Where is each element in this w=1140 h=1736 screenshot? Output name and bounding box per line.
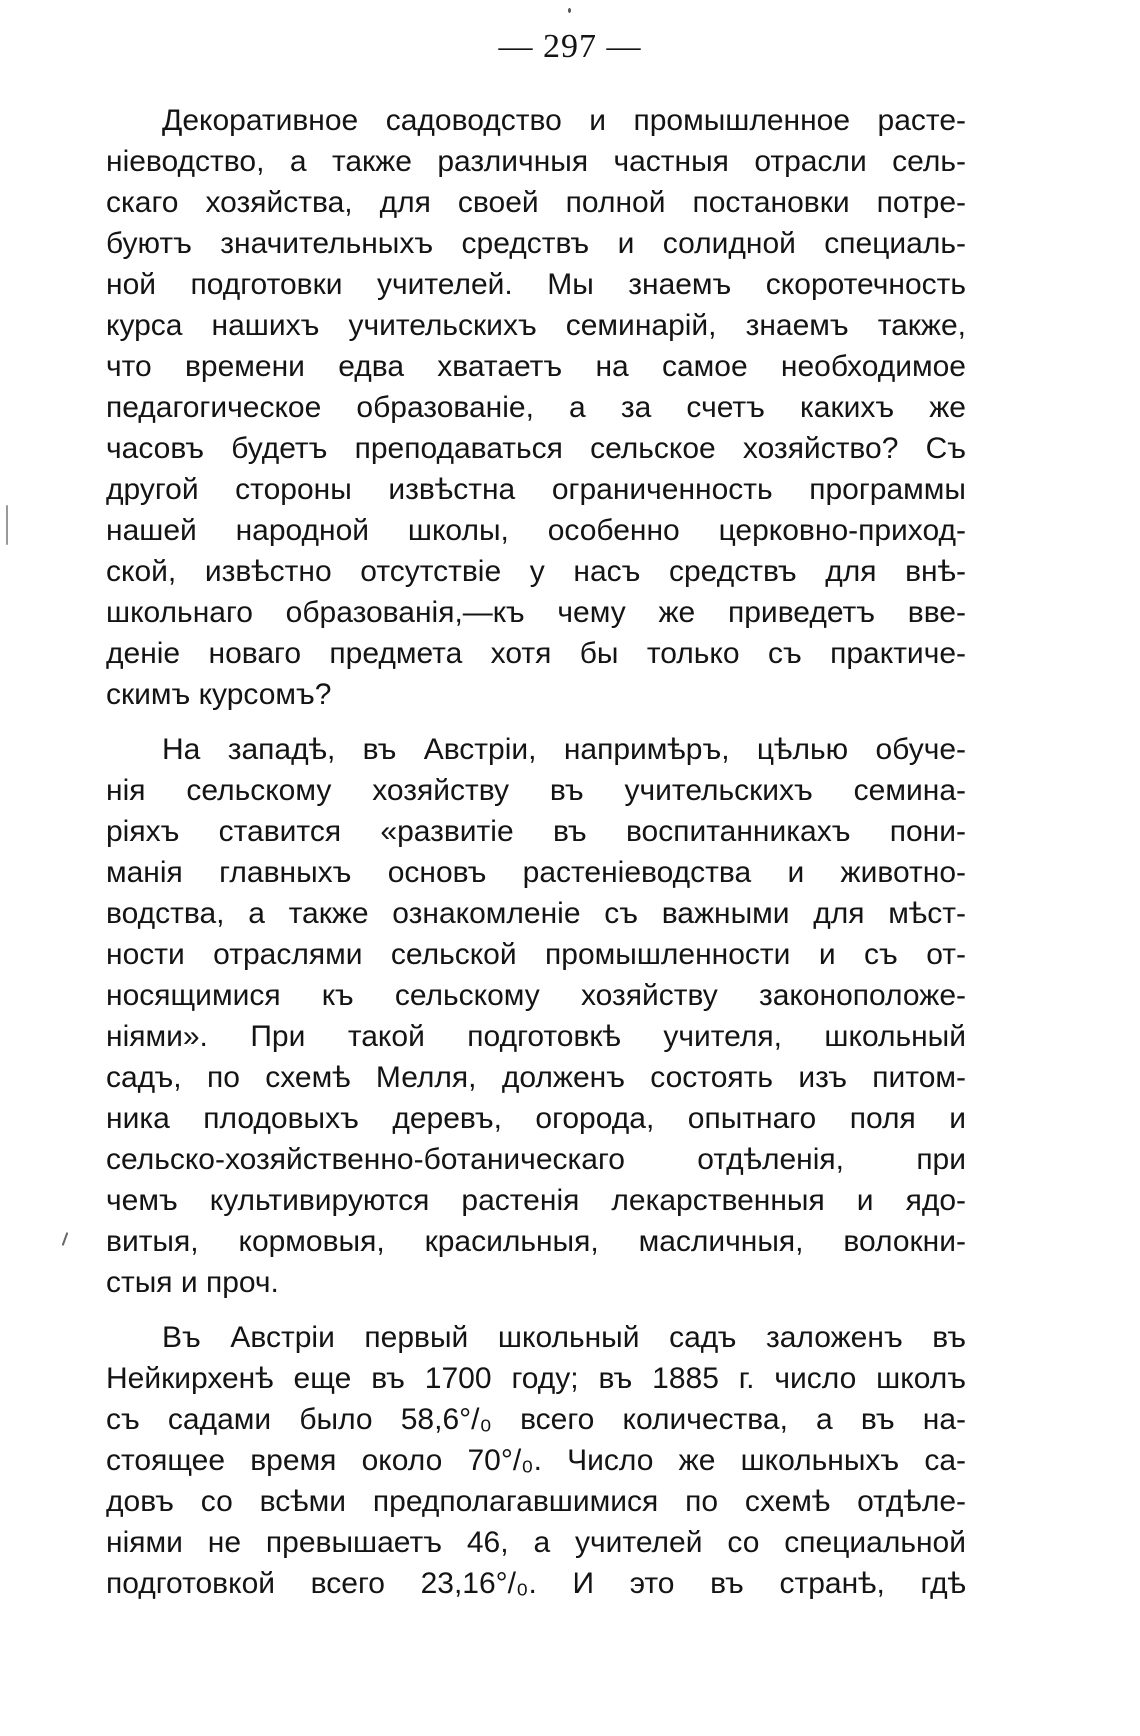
text-line: съ садами было 58,6°/₀ всего количества, а въ на-: [106, 1403, 966, 1436]
paragraph: [106, 729, 966, 1303]
text-line: ности отраслями сельской промышленности и съ от-: [106, 938, 966, 971]
paragraph: [106, 1317, 966, 1604]
text-line: скимъ курсомъ?: [106, 678, 332, 711]
body-text: [106, 100, 966, 1604]
text-line: нашей народной школы, особенно церковно-приход-: [106, 514, 966, 547]
text-line: часовъ будетъ преподаваться сельское хозяйство? Съ: [106, 432, 966, 465]
text-line: что времени едва хватаетъ на самое необходимое: [106, 350, 966, 383]
text-line: ской, извѣстно отсутствіе у насъ средствъ для внѣ-: [106, 555, 966, 588]
text-line: педагогическое образованіе, а за счетъ какихъ же: [106, 391, 966, 424]
text-line: витыя, кормовыя, красильныя, масличныя, волокни-: [106, 1225, 966, 1258]
text-line: школьнаго образованія,—къ чему же приведетъ вве-: [106, 596, 966, 629]
text-line: манія главныхъ основъ растеніеводства и животно-: [106, 856, 966, 889]
text-line: ніями не превышаетъ 46, а учителей со специальной: [106, 1526, 966, 1559]
text-line: ніеводство, а также различныя частныя отрасли сель-: [106, 145, 966, 178]
text-line: буютъ значительныхъ средствъ и солидной специаль-: [106, 227, 966, 260]
text-line: стыя и проч.: [106, 1266, 279, 1299]
text-line: ріяхъ ставится «развитіе въ воспитанникахъ пони-: [106, 815, 966, 848]
text-line: деніе новаго предмета хотя бы только съ практиче-: [106, 637, 966, 670]
scan-speck: [568, 8, 571, 13]
text-line: ной подготовки учителей. Мы знаемъ скоротечность: [106, 268, 966, 301]
text-line: скаго хозяйства, для своей полной постановки потре-: [106, 186, 966, 219]
text-line: Нейкирхенѣ еще въ 1700 году; въ 1885 г. число школъ: [106, 1362, 966, 1395]
text-line: ника плодовыхъ деревъ, огорода, опытнаго поля и: [106, 1102, 966, 1135]
scan-speck: [62, 1232, 69, 1246]
text-line: чемъ культивируются растенія лекарственныя и ядо-: [106, 1184, 966, 1217]
text-line: водства, а также ознакомленіе съ важными для мѣст-: [106, 897, 966, 930]
text-line: нія сельскому хозяйству въ учительскихъ семина-: [106, 774, 966, 807]
text-line: На западѣ, въ Австріи, напримѣръ, цѣлью обуче-: [162, 733, 966, 766]
text-line: сельско-хозяйственно-ботаническаго отдѣленія, при: [106, 1143, 966, 1176]
text-line: Декоративное садоводство и промышленное расте-: [162, 104, 966, 137]
text-line: курса нашихъ учительскихъ семинарій, знаемъ также,: [106, 309, 966, 342]
text-line: ніями». При такой подготовкѣ учителя, школьный: [106, 1020, 966, 1053]
text-line: другой стороны извѣстна ограниченность программы: [106, 473, 966, 506]
text-line: стоящее время около 70°/₀. Число же школьныхъ са-: [106, 1444, 966, 1477]
text-line: садъ, по схемѣ Мелля, долженъ состоять изъ питом-: [106, 1061, 966, 1094]
text-line: подготовкой всего 23,16°/₀. И это въ странѣ, гдѣ: [106, 1567, 966, 1600]
text-line: носящимися къ сельскому хозяйству законоположе-: [106, 979, 966, 1012]
text-line: Въ Австріи первый школьный садъ заложенъ въ: [162, 1321, 966, 1354]
page-number: — 297 —: [498, 28, 642, 65]
paragraph: [106, 100, 966, 715]
text-line: довъ со всѣми предполагавшимися по схемѣ отдѣле-: [106, 1485, 966, 1518]
scan-speck: [6, 505, 8, 545]
